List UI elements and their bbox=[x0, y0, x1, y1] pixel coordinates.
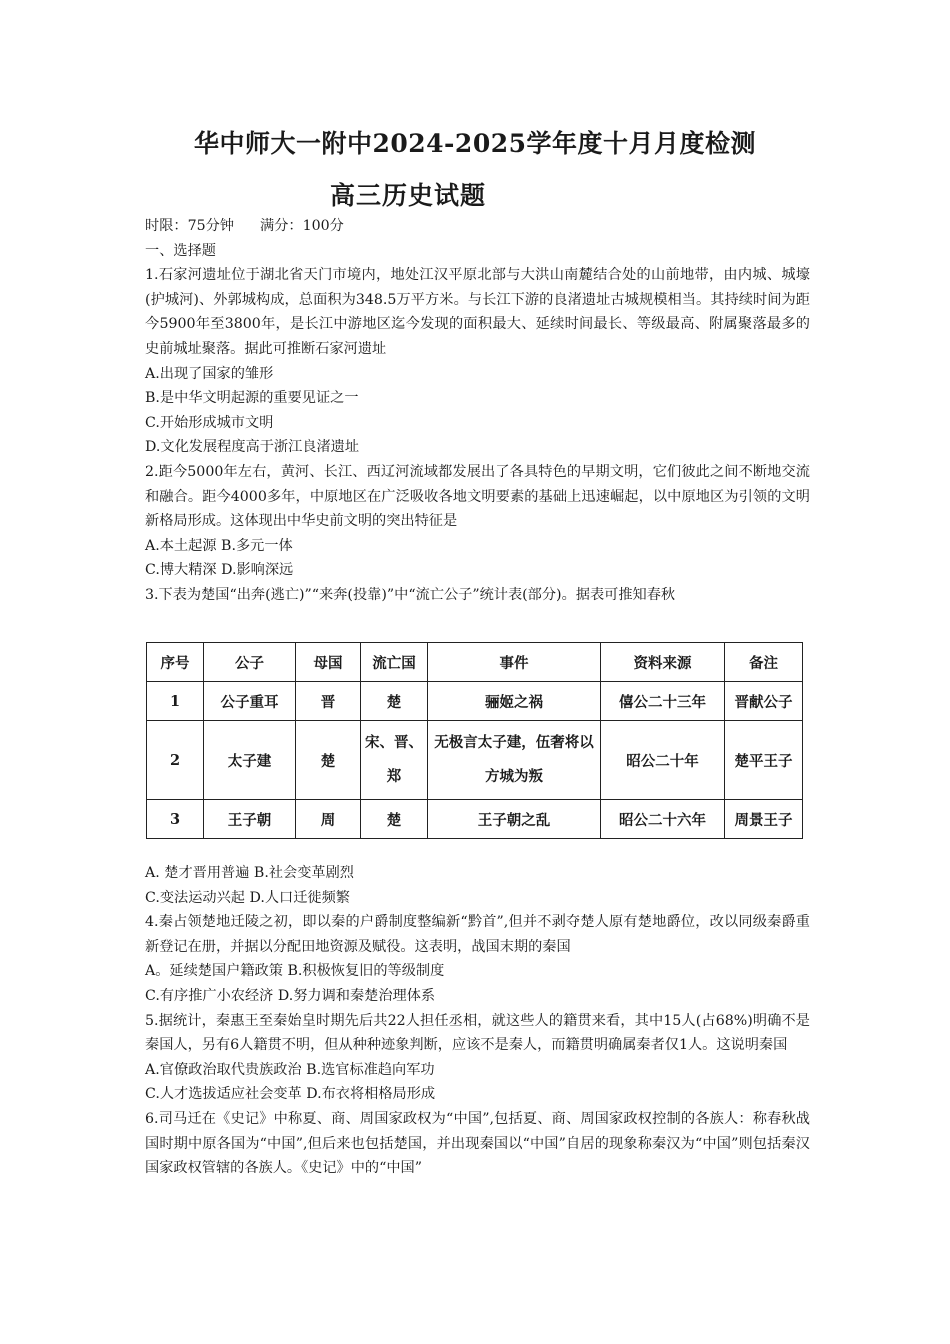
table-row bbox=[147, 800, 803, 839]
table-cell: 周 bbox=[296, 800, 361, 839]
question-5-option: A.官僚政治取代贵族政治 B.选官标准趋向军功 bbox=[145, 1061, 435, 1078]
question-4-option: C.有序推广小农经济 D.努力调和秦楚治理体系 bbox=[145, 987, 436, 1004]
time-limit: 时限：75分钟 bbox=[145, 218, 234, 234]
question-1-option: D.文化发展程度高于浙江良渚遗址 bbox=[145, 439, 360, 456]
table-header: 母国 bbox=[296, 643, 361, 682]
table-cell: 无极言太子建，伍奢将以方城为叛 bbox=[428, 721, 601, 800]
question-2-option: C.博大精深 D.影响深远 bbox=[145, 562, 294, 579]
table-cell: 晋 bbox=[296, 682, 361, 721]
table-cell: 1 bbox=[147, 682, 204, 721]
exam-meta bbox=[145, 214, 810, 239]
table-cell: 楚 bbox=[361, 682, 428, 721]
question-2-option: A.本土起源 B.多元一体 bbox=[145, 537, 293, 554]
table-cell: 昭公二十年 bbox=[601, 721, 725, 800]
table-row bbox=[147, 682, 803, 721]
table-cell: 昭公二十六年 bbox=[601, 800, 725, 839]
page-subtitle: 高三历史试题 bbox=[330, 181, 487, 210]
table-cell: 王子朝 bbox=[204, 800, 296, 839]
table-header: 备注 bbox=[725, 643, 803, 682]
exile-princes-table bbox=[146, 642, 803, 839]
full-score: 满分：100分 bbox=[260, 218, 344, 234]
table-cell: 2 bbox=[147, 721, 204, 800]
question-5-option: C.人才选拔适应社会变革 D.布衣将相格局形成 bbox=[145, 1086, 436, 1103]
question-1-option: B.是中华文明起源的重要见证之一 bbox=[145, 390, 359, 407]
table-row bbox=[147, 721, 803, 800]
table-cell: 晋献公子 bbox=[725, 682, 803, 721]
question-3-option: C.变法运动兴起 D.人口迁徙频繁 bbox=[145, 889, 350, 906]
table-cell: 楚 bbox=[296, 721, 361, 800]
table-header: 流亡国 bbox=[361, 643, 428, 682]
page-title: 华中师大一附中2024-2025学年度十月月度检测 bbox=[193, 129, 757, 158]
section-heading: 一、选择题 bbox=[145, 242, 216, 259]
question-5-stem: 5.据统计，秦惠王至秦始皇时期先后共22人担任丞相，就这些人的籍贯来看，其中15人(占68%)明确不是秦国人，另有6人籍贯不明，但从种种迹象判断，应该不是秦人，而籍贯明确属秦者仅1人。这说明秦国 bbox=[145, 1012, 810, 1054]
table-header: 序号 bbox=[147, 643, 204, 682]
table-cell: 僖公二十三年 bbox=[601, 682, 725, 721]
table-cell: 骊姬之祸 bbox=[428, 682, 601, 721]
lower-content bbox=[145, 861, 810, 1181]
question-3-option: A. 楚才晋用普遍 B.社会变革剧烈 bbox=[145, 865, 354, 881]
table-cell: 周景王子 bbox=[725, 800, 803, 839]
table-cell: 宋、晋、郑 bbox=[361, 721, 428, 800]
question-2-stem: 2.距今5000年左右，黄河、长江、西辽河流域都发展出了各具特色的早期文明，它们彼此之间不断地交流和融合。距今4000多年，中原地区在广泛吸收各地文明要素的基础上迅速崛起，以中原地区为引领的文明新格局形成。这体现出中华史前文明的突出特征是 bbox=[145, 463, 810, 530]
table-cell: 楚平王子 bbox=[725, 721, 803, 800]
table-cell: 楚 bbox=[361, 800, 428, 839]
table-cell: 公子重耳 bbox=[204, 682, 296, 721]
question-4-option: A。延续楚国户籍政策 B.积极恢复旧的等级制度 bbox=[145, 963, 445, 980]
question-1-option: A.出现了国家的雏形 bbox=[145, 365, 274, 382]
table-header: 事件 bbox=[428, 643, 601, 682]
question-1-option: C.开始形成城市文明 bbox=[145, 414, 274, 431]
table-header-row bbox=[147, 643, 803, 682]
upper-content bbox=[145, 214, 810, 608]
table-cell: 3 bbox=[147, 800, 204, 839]
table-header: 资料来源 bbox=[601, 643, 725, 682]
table-cell: 太子建 bbox=[204, 721, 296, 800]
question-6-stem: 6.司马迁在《史记》中称夏、商、周国家政权为“中国”,包括夏、商、周国家政权控制的各族人：称春秋战国时期中原各国为“中国”,但后来也包括楚国，并出现秦国以“中国”自居的现象称秦汉为“中国”则包括秦汉国家政权管辖的各族人。《史记》中的“中国” bbox=[145, 1110, 810, 1177]
question-1-stem: 1.石家河遗址位于湖北省天门市境内，地处江汉平原北部与大洪山南麓结合处的山前地带，由内城、城壕(护城河)、外郭城构成，总面积为348.5万平方米。与长江下游的良渚遗址古城规模相当。其持续时间为距今5900年至3800年，是长江中游地区迄今发现的面积最大、延续时间最长、等级最高、附属聚落最多的史前城址聚落。据此可推断石家河遗址 bbox=[145, 267, 810, 357]
question-3-stem: 3.下表为楚国“出奔(逃亡)”“来奔(投靠)”中“流亡公子”统计表(部分)。据表可推知春秋 bbox=[145, 586, 676, 603]
question-4-stem: 4.秦占领楚地迁陵之初，即以秦的户爵制度整编新“黔首”,但并不剥夺楚人原有楚地爵位，改以同级秦爵重新登记在册，并据以分配田地资源及赋役。这表明，战国末期的秦国 bbox=[145, 914, 810, 955]
table-cell: 王子朝之乱 bbox=[428, 800, 601, 839]
table-header: 公子 bbox=[204, 643, 296, 682]
